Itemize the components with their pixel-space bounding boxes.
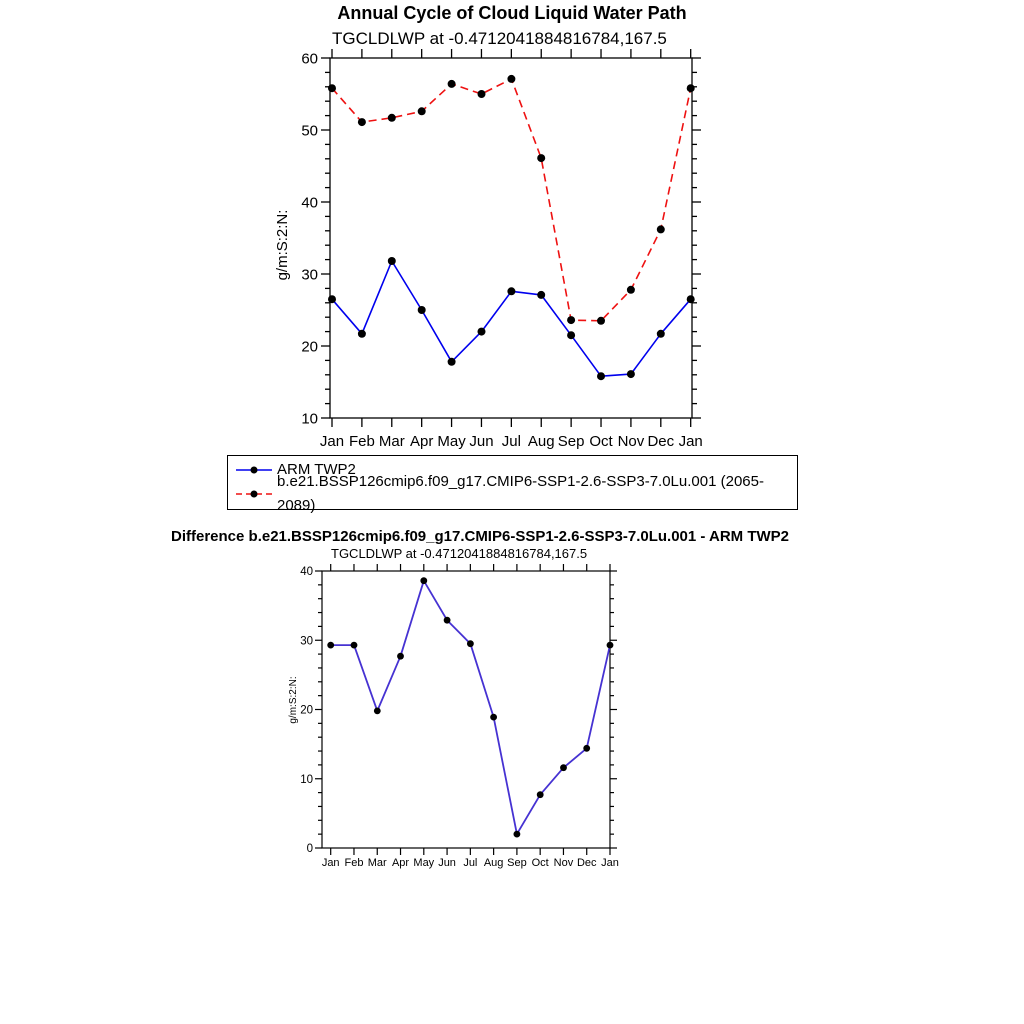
top-chart-subtitle: TGCLDLWP at -0.4712041884816784,167.5 — [332, 29, 667, 48]
top-y-tick-label: 10 — [301, 410, 318, 428]
top-x-tick-label: Dec — [647, 433, 675, 450]
bottom-x-tick-label: Jul — [463, 857, 478, 869]
bottom-chart-title: Difference b.e21.BSSP126cmip6.f09_g17.CMIP6-SSP1-2.6-SSP3-7.0Lu.001 - ARM TWP2 — [171, 528, 790, 545]
bottom-x-tick-label: Sep — [507, 857, 527, 869]
top-y-axis-title: g/m:S:2:N: — [274, 209, 291, 281]
bottom-y-tick-label: 0 — [306, 843, 313, 856]
legend-label: b.e21.BSSP126cmip6.f09_g17.CMIP6-SSP1-2.6-SSP3-7.0Lu.001 (2065-2089) — [277, 473, 764, 514]
bottom-x-tick-label: Jan — [321, 857, 340, 869]
top-x-tick-label: Sep — [557, 433, 585, 450]
bottom-axis-labels — [288, 566, 619, 869]
top-x-tick-label: Feb — [348, 433, 375, 450]
top-y-tick-label: 40 — [301, 194, 318, 212]
top-x-tick-label: Jul — [501, 433, 521, 450]
top-chart-title: Annual Cycle of Cloud Liquid Water Path — [337, 3, 687, 23]
top-x-tick-label: Nov — [617, 433, 645, 450]
bottom-y-tick-label: 20 — [300, 704, 313, 717]
bottom-x-tick-label: Jun — [438, 857, 456, 869]
bottom-y-tick-label: 10 — [300, 773, 313, 786]
bottom-x-tick-label: Oct — [531, 857, 549, 869]
top-x-tick-label: Mar — [378, 433, 405, 450]
bottom-chart — [288, 564, 619, 869]
bottom-x-tick-label: Nov — [553, 857, 574, 869]
top-x-tick-label: Jun — [469, 433, 494, 450]
top-x-tick-label: Oct — [589, 433, 613, 450]
bottom-x-tick-label: Jan — [601, 857, 619, 869]
bottom-x-tick-label: Mar — [367, 857, 387, 869]
bottom-y-tick-label: 40 — [300, 566, 313, 579]
top-y-axis-ticks — [321, 49, 701, 427]
bottom-y-axis-ticks — [315, 564, 617, 855]
bottom-y-axis-title: g/m:S:2:N: — [288, 676, 299, 724]
legend-marker-dot — [251, 467, 258, 474]
chart-legend — [227, 455, 798, 514]
bottom-x-tick-label: May — [413, 857, 435, 869]
top-y-tick-label: 20 — [301, 338, 318, 356]
bottom-series-markers — [327, 577, 613, 837]
bottom-x-tick-label: Dec — [576, 857, 597, 869]
legend-sample-dashed — [235, 487, 273, 501]
top-chart — [274, 49, 703, 450]
bottom-x-tick-label: Feb — [344, 857, 364, 869]
bottom-chart-subtitle: TGCLDLWP at -0.4712041884816784,167.5 — [331, 546, 588, 561]
bottom-y-tick-label: 30 — [300, 635, 313, 648]
top-y-tick-label: 30 — [301, 266, 318, 284]
top-y-tick-label: 60 — [301, 50, 318, 68]
top-series-line — [332, 79, 691, 321]
bottom-plot-frame — [322, 571, 610, 848]
legend-label: ARM TWP2 — [277, 461, 356, 478]
bottom-x-tick-label: Apr — [391, 857, 410, 869]
bottom-x-tick-label: Aug — [483, 857, 504, 869]
top-x-tick-label: Aug — [527, 433, 555, 450]
legend-sample-solid — [235, 463, 273, 477]
bottom-series-line — [331, 581, 610, 834]
legend-item-model-run — [235, 473, 797, 514]
legend-marker-dot — [251, 491, 258, 498]
top-x-tick-label: Jan — [678, 433, 703, 450]
top-x-tick-label: Apr — [410, 433, 434, 450]
top-x-tick-label: Jan — [319, 433, 345, 450]
top-axis-labels — [274, 50, 703, 450]
top-y-tick-label: 50 — [301, 122, 318, 140]
top-x-tick-label: May — [437, 433, 466, 450]
